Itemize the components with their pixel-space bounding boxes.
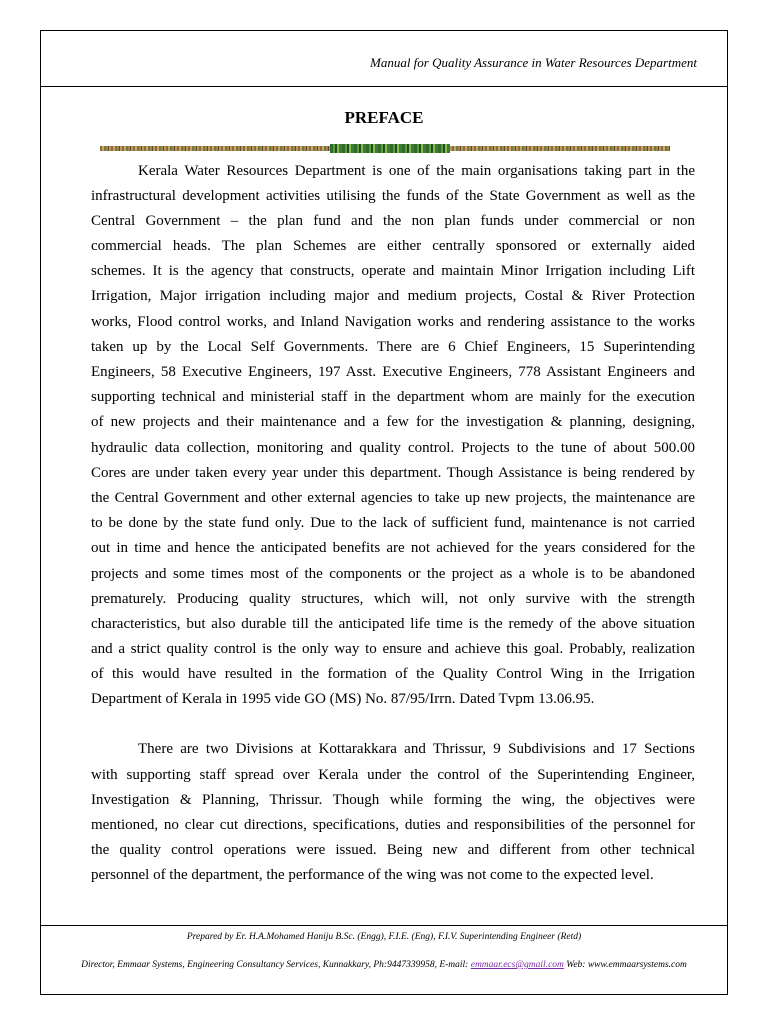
footer-contact-suffix: Web: www.emmaarsystems.com (563, 960, 687, 970)
decorative-divider-ornament (330, 144, 450, 153)
footer-contact (40, 959, 728, 971)
paragraph-line: Central Government – the plan fund and the non plan funds under commercial or non (91, 212, 695, 229)
paragraph-line: works, Flood control works, and Inland Navigation works and rendering assistance to the works (91, 313, 695, 330)
paragraph-line: of this would have resulted in the formation of the Quality Control Wing in the Irrigation (91, 666, 695, 683)
paragraph-line: characteristics, but also durable till the anticipated life time is the remedy of the above situation (91, 615, 695, 632)
paragraph-line: Engineers, 58 Executive Engineers, 197 Asst. Executive Engineers, 778 Assistant Engineers and (91, 364, 695, 380)
paragraph-line: mentioned, no clear cut directions, specifications, duties and responsibilities of the personnel for (91, 816, 695, 833)
paragraph-line: to be done by the state fund only. Due to the lack of sufficient fund, maintenance is not carried (91, 515, 695, 532)
paragraph-line: the quality control operations were issued. Being new and different from other technical (91, 842, 695, 859)
paragraph-line: Kerala Water Resources Department is one of the main organisations taking part in the (138, 162, 695, 179)
paragraph-line: There are two Divisions at Kottarakkara and Thrissur, 9 Subdivisions and 17 Sections (138, 741, 695, 758)
paragraph-line: schemes. It is the agency that constructs, operate and maintain Minor Irrigation including Lift (91, 263, 695, 280)
paragraph-line: Investigation & Planning, Thrissur. Though while forming the wing, the objectives were (91, 791, 695, 808)
paragraph-line: taken up by the Local Self Governments. There are 6 Chief Engineers, 15 Superintending (91, 338, 695, 355)
paragraph-line: hydraulic data collection, monitoring and quality control. Projects to the tune of about 500.00 (91, 439, 695, 456)
paragraph-line: supporting technical and ministerial staff in the department whom are mainly for the execution (91, 389, 695, 406)
paragraph (91, 737, 695, 888)
running-header: Manual for Quality Assurance in Water Resources Department (369, 55, 697, 70)
paragraph-line: with supporting staff spread over Kerala under the control of the Superintending Engineer, (91, 766, 695, 783)
paragraph-line: infrastructural development activities utilising the funds of the State Government as well as the (91, 187, 695, 204)
paragraph-line: commercial heads. The plan Schemes are either centrally sponsored or externally aided (91, 238, 695, 255)
paragraph-line: and a strict quality control is the only way to ensure and achieve this goal. Probably, realization (91, 641, 695, 658)
paragraph-line: Cores are under taken every year under this department. Though Assistance is being rendered by (91, 464, 695, 481)
footer-rule (40, 925, 728, 926)
paragraph (91, 159, 695, 713)
email-link[interactable]: emmaar.ecs@gmail.com (470, 960, 564, 970)
paragraph-line: Department of Kerala in 1995 vide GO (MS) No. 87/95/Irrn. Dated Tvpm 13.06.95. (91, 691, 595, 708)
page-title: PREFACE (344, 108, 424, 127)
paragraph-line: prematurely. Producing quality structures, which will, not only survive with the strength (91, 590, 695, 607)
footer-prepared-by: Prepared by Er. H.A.Mohamed Haniju B.Sc. (Engg), F.I.E. (Eng), F.I.V. Superintending Engineer (Retd) (186, 932, 582, 942)
paragraph-line: projects and some times most of the components or the project as a whole is to be abandoned (91, 565, 695, 582)
paragraph-line: personnel of the department, the performance of the wing was not come to the expected level. (91, 867, 654, 884)
paragraph-line: of new projects and their maintenance and a few for the investigation & planning, designing, (91, 414, 695, 431)
paragraph-line: out in time and hence the anticipated benefits are not achieved for the years considered for the (91, 540, 695, 557)
header-rule (40, 86, 728, 87)
paragraph-line: the Central Government and other external agencies to take up new projects, the maintenance are (91, 489, 695, 506)
paragraph-line: Irrigation, Major irrigation including major and medium projects, Costal & River Protection (91, 288, 695, 305)
footer-contact-prefix: Director, Emmaar Systems, Engineering Consultancy Services, Kunnakkary, Ph:9447339958, E-mail: (81, 960, 471, 970)
